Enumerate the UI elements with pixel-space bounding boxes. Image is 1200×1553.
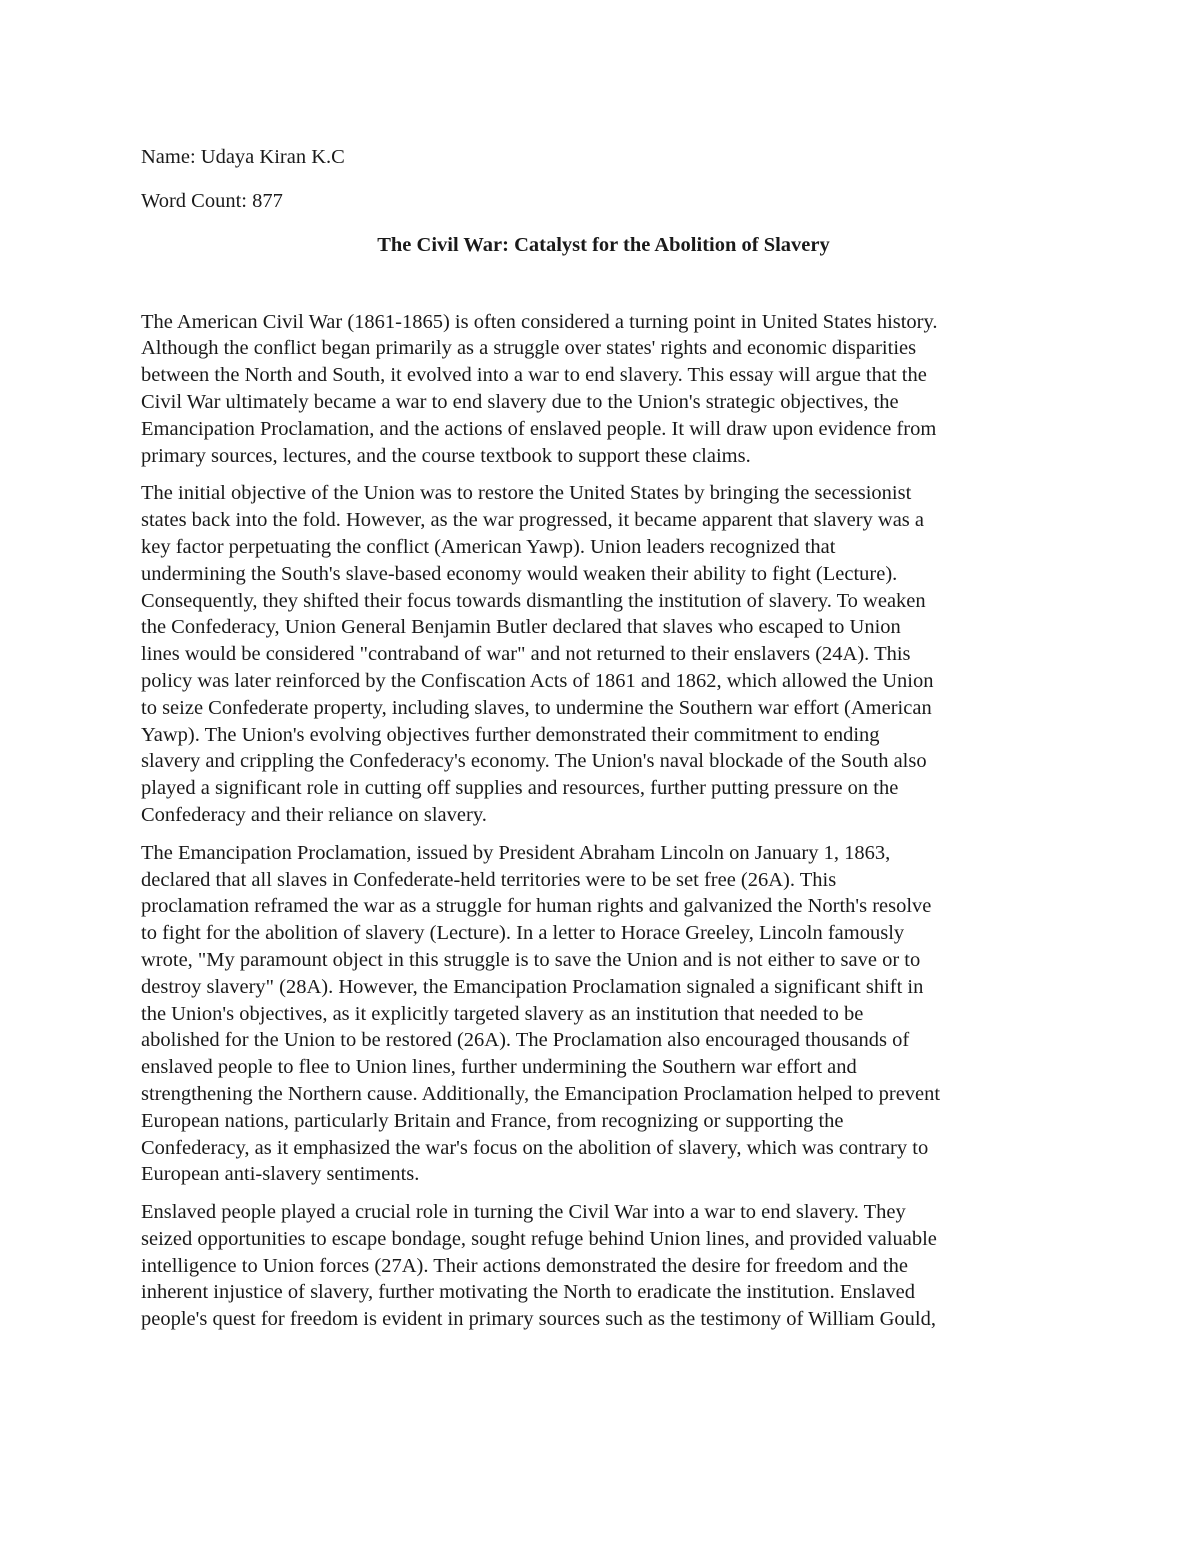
paragraph-line: inherent injustice of slavery, further motivating the North to eradicate the institution. Enslaved (141, 1281, 916, 1304)
paragraph-line: undermining the South's slave-based economy would weaken their ability to fight (Lecture). (141, 562, 898, 585)
paragraph-line: European nations, particularly Britain and France, from recognizing or supporting the (141, 1109, 844, 1132)
paragraph-line: wrote, "My paramount object in this struggle is to save the Union and is not either to save or to (141, 948, 921, 971)
paragraph-line: people's quest for freedom is evident in primary sources such as the testimony of William Gould, (141, 1308, 936, 1331)
paragraph-line: Civil War ultimately became a war to end slavery due to the Union's strategic objectives, the (141, 390, 899, 413)
paragraph-line: policy was later reinforced by the Confiscation Acts of 1861 and 1862, which allowed the Union (141, 669, 934, 692)
paragraph-line: Confederacy, as it emphasized the war's focus on the abolition of slavery, which was contrary to (141, 1136, 929, 1159)
paragraph-line: to seize Confederate property, including slaves, to undermine the Southern war effort (American (141, 696, 932, 719)
paragraph-line: primary sources, lectures, and the course textbook to support these claims. (141, 444, 751, 467)
paragraph-line: European anti-slavery sentiments. (141, 1163, 420, 1186)
author-name: Name: Udaya Kiran K.C (141, 146, 345, 168)
document-content (141, 144, 1066, 1344)
paragraph-line: enslaved people to flee to Union lines, further undermining the Southern war effort and (141, 1056, 857, 1079)
paragraph-line: seized opportunities to escape bondage, sought refuge behind Union lines, and provided valuable (141, 1227, 937, 1250)
paragraph-line: proclamation reframed the war as a struggle for human rights and galvanized the North's resolve (141, 895, 932, 918)
paragraph-line: Although the conflict began primarily as a struggle over states' rights and economic disparities (141, 337, 917, 360)
paragraph-2 (141, 480, 1066, 828)
paragraph-line: slavery and crippling the Confederacy's economy. The Union's naval blockade of the South also (141, 750, 927, 773)
paragraph-line: destroy slavery" (28A). However, the Emancipation Proclamation signaled a significant shift in (141, 975, 924, 998)
paragraph-line: Confederacy and their reliance on slavery. (141, 803, 487, 826)
paragraph-line: intelligence to Union forces (27A). Their actions demonstrated the desire for freedom and the (141, 1254, 908, 1277)
paragraph-line: The American Civil War (1861-1865) is often considered a turning point in United States history. (141, 310, 938, 333)
paragraph-line: to fight for the abolition of slavery (Lecture). In a letter to Horace Greeley, Lincoln famously (141, 922, 905, 945)
paragraph-line: strengthening the Northern cause. Additionally, the Emancipation Proclamation helped to prevent (141, 1082, 941, 1105)
paragraph-line: Enslaved people played a crucial role in turning the Civil War into a war to end slavery. They (141, 1201, 906, 1224)
essay-title: The Civil War: Catalyst for the Abolition of Slavery (377, 233, 830, 256)
paragraph-4 (141, 1199, 1066, 1333)
paragraph-1 (141, 309, 1066, 470)
paragraph-3 (141, 840, 1066, 1188)
paragraph-line: key factor perpetuating the conflict (American Yawp). Union leaders recognized that (141, 535, 836, 558)
paragraph-line: lines would be considered "contraband of war" and not returned to their enslavers (24A). This (141, 643, 911, 666)
paragraph-line: the Union's objectives, as it explicitly targeted slavery as an institution that needed to be (141, 1002, 864, 1025)
paragraph-line: played a significant role in cutting off supplies and resources, further putting pressure on the (141, 777, 899, 800)
word-count: Word Count: 877 (141, 189, 283, 212)
paragraph-line: Yawp). The Union's evolving objectives further demonstrated their commitment to ending (141, 723, 880, 746)
paragraph-line: The Emancipation Proclamation, issued by President Abraham Lincoln on January 1, 1863, (141, 841, 891, 864)
paragraph-line: Consequently, they shifted their focus towards dismantling the institution of slavery. To weaken (141, 589, 926, 612)
paragraph-line: states back into the fold. However, as the war progressed, it became apparent that slavery was a (141, 509, 925, 532)
paragraph-line: between the North and South, it evolved into a war to end slavery. This essay will argue that the (141, 364, 927, 387)
paragraph-line: declared that all slaves in Confederate-held territories were to be set free (26A). This (141, 868, 837, 891)
paragraph-line: abolished for the Union to be restored (26A). The Proclamation also encouraged thousands of (141, 1029, 910, 1052)
paragraph-line: The initial objective of the Union was to restore the United States by bringing the secessionist (141, 482, 912, 505)
essay-body (141, 309, 1066, 1333)
paragraph-line: Emancipation Proclamation, and the actions of enslaved people. It will draw upon evidence from (141, 417, 937, 440)
paragraph-line: the Confederacy, Union General Benjamin Butler declared that slaves who escaped to Union (141, 616, 901, 639)
